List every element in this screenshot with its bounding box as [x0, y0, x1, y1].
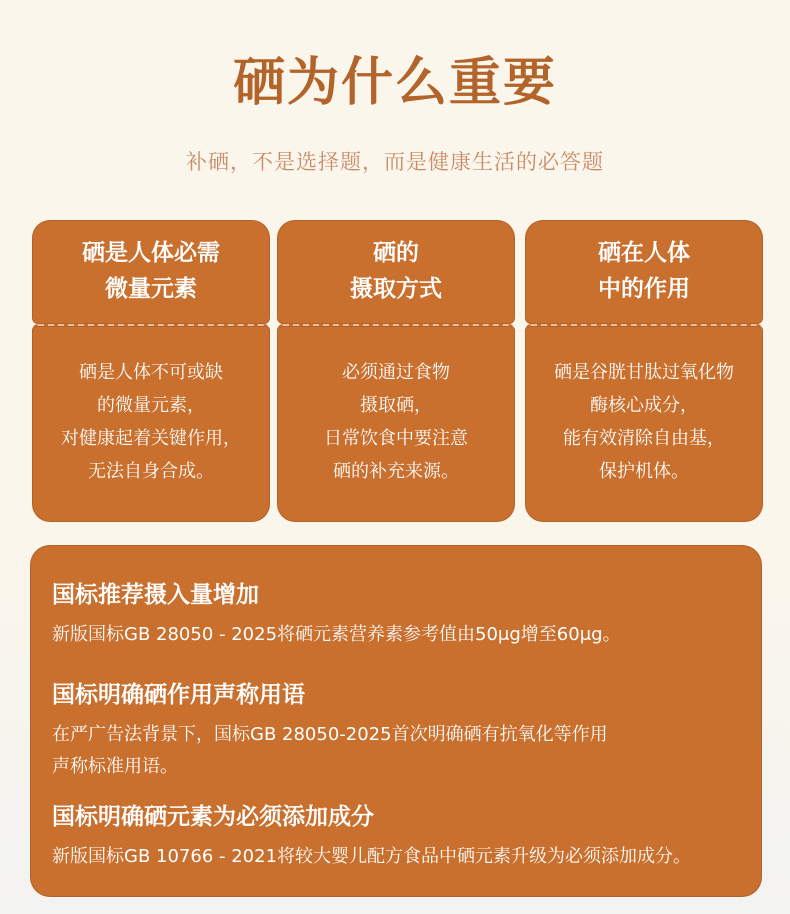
card-text-line: 摄取硒，	[360, 395, 432, 416]
card-title-line: 硒是人体必需	[82, 240, 220, 267]
card-text-line: 能有效清除自由基，	[563, 428, 725, 449]
card-selenium-essential	[32, 220, 270, 522]
info-section	[52, 679, 752, 783]
card-body	[277, 324, 515, 522]
card-text-line: 硒是谷胱甘肽过氧化物	[554, 362, 734, 383]
card-body	[525, 324, 763, 522]
card-text-line: 无法自身合成。	[88, 461, 214, 482]
info-section-title: 国标明确硒作用声称用语	[52, 682, 305, 708]
card-text-line: 日常饮食中要注意	[324, 428, 468, 449]
card-title-line: 硒的	[373, 240, 419, 267]
card-title-line: 微量元素	[105, 276, 197, 302]
info-section-text: 声称标准用语。	[52, 756, 178, 777]
card-title-line: 摄取方式	[350, 276, 442, 302]
card-body	[32, 324, 270, 522]
card-header	[32, 220, 270, 324]
card-title-line: 中的作用	[598, 276, 690, 302]
info-section-text: 新版国标GB 10766 - 2021将较大婴儿配方食品中硒元素升级为必须添加成分。	[52, 846, 692, 867]
card-intake-method	[277, 220, 515, 522]
info-section-text: 新版国标GB 28050 - 2025将硒元素营养素参考值由50μg增至60μg。	[52, 624, 621, 645]
info-section-text: 在严广告法背景下，国标GB 28050-2025首次明确硒有抗氧化等作用	[52, 724, 608, 745]
page-title: 硒为什么重要	[232, 53, 557, 113]
info-section	[52, 801, 752, 873]
info-section	[52, 579, 752, 651]
card-text-line: 硒的补充来源。	[333, 461, 459, 482]
page-subtitle: 补硒，不是选择题，而是健康生活的必答题	[186, 150, 604, 174]
card-text-line: 必须通过食物	[342, 362, 450, 383]
card-text-line: 硒是人体不可或缺	[79, 362, 223, 383]
info-section-title: 国标明确硒元素为必须添加成分	[52, 804, 374, 830]
card-header	[277, 220, 515, 324]
card-text-line: 对健康起着关键作用，	[61, 428, 241, 449]
card-role-in-body	[525, 220, 763, 522]
card-text-line: 保护机体。	[599, 461, 689, 482]
card-text-line: 的微量元素，	[97, 395, 205, 416]
card-text-line: 酶核心成分，	[590, 395, 698, 416]
card-title-line: 硒在人体	[598, 240, 690, 267]
standards-info-panel	[30, 545, 762, 897]
info-section-title: 国标推荐摄入量增加	[52, 582, 259, 608]
card-header	[525, 220, 763, 324]
